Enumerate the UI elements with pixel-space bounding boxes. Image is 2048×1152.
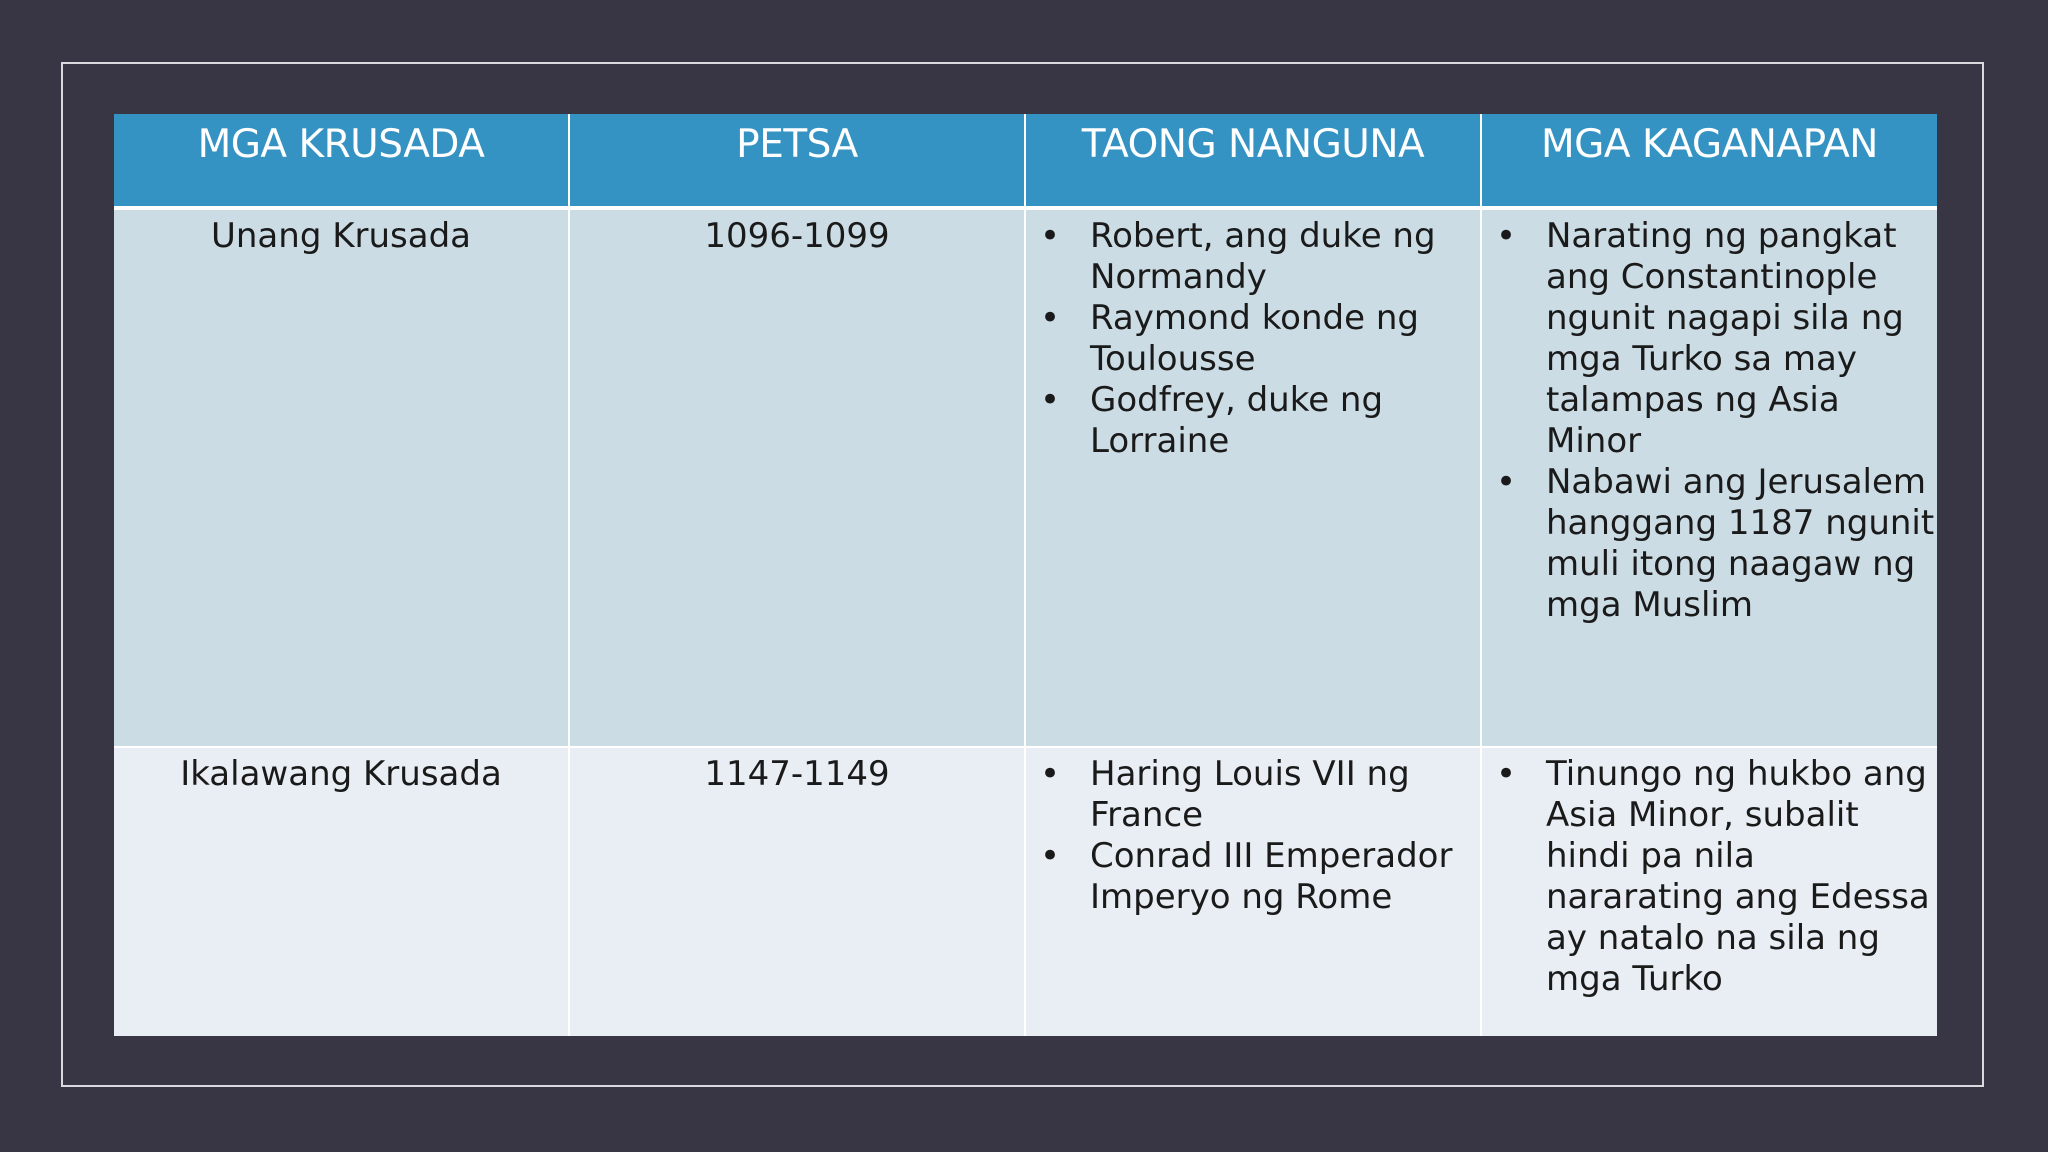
row1-nanguna-list [1026, 210, 1480, 462]
row2-kaganapan-list [1482, 748, 1937, 1000]
list-item: • Nabawi ang Jerusalem hanggang 1187 ngunit muli itong naagaw ng mga Muslim [1482, 462, 1937, 626]
header-petsa: PETSA [570, 114, 1024, 206]
list-item: • Tinungo ng hukbo ang Asia Minor, subalit hindi pa nila nararating ang Edessa ay natalo na sila ng mga Turko [1482, 754, 1937, 1000]
header-kaganapan: MGA KAGANAPAN [1482, 114, 1937, 206]
row2-krusada: Ikalawang Krusada [114, 748, 568, 1036]
header-taong-nanguna: TAONG NANGUNA [1026, 114, 1480, 206]
row1-kaganapan-cell [1482, 210, 1937, 746]
row2-petsa: 1147-1149 [570, 748, 1024, 1036]
list-item: • Robert, ang duke ng Normandy [1026, 216, 1480, 298]
list-item: • Narating ng pangkat ang Constantinople ngunit nagapi sila ng mga Turko sa may talampas ng Asia Minor [1482, 216, 1937, 462]
header-krusada: MGA KRUSADA [114, 114, 568, 206]
row2-nanguna-cell [1026, 748, 1480, 1036]
crusades-table [114, 114, 1937, 1036]
row2-kaganapan-cell [1482, 748, 1937, 1036]
list-item: • Haring Louis VII ng France [1026, 754, 1480, 836]
row1-kaganapan-list [1482, 210, 1937, 626]
list-item: • Raymond konde ng Toulousse [1026, 298, 1480, 380]
list-item: • Godfrey, duke ng Lorraine [1026, 380, 1480, 462]
row1-petsa: 1096-1099 [570, 210, 1024, 746]
row1-nanguna-cell [1026, 210, 1480, 746]
row1-krusada: Unang Krusada [114, 210, 568, 746]
list-item: • Conrad III Emperador Imperyo ng Rome [1026, 836, 1480, 918]
row2-nanguna-list [1026, 748, 1480, 918]
